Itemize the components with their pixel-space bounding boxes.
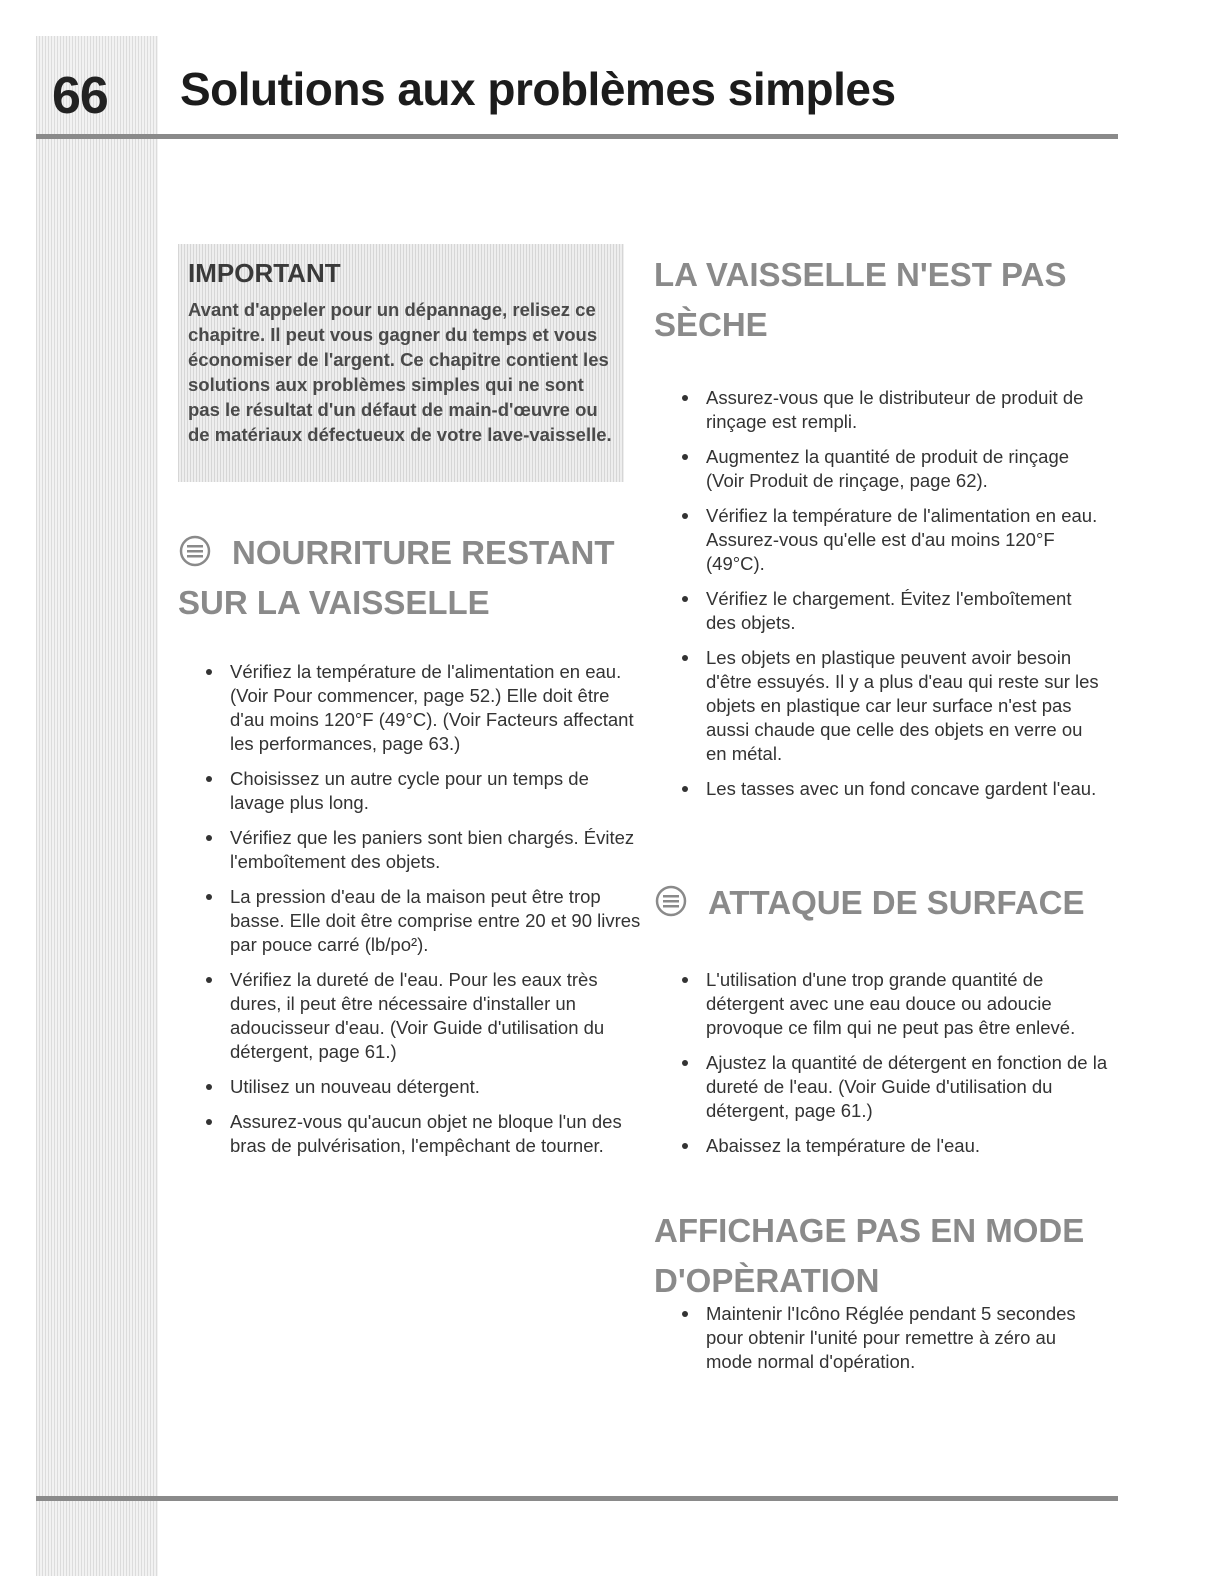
page-number: 66 — [52, 67, 108, 125]
dishwasher-tip-icon — [654, 884, 688, 918]
etching-heading: ATTAQUE DE SURFACE — [654, 878, 1114, 928]
food-residue-list — [178, 660, 648, 1169]
list-item: L'utilisation d'une trop grande quantité de détergent avec une eau douce ou adoucie provoque ce film qui ne peut pas être enlevé. — [654, 968, 1114, 1040]
dishwasher-tip-icon — [178, 534, 212, 568]
display-mode-heading-line2: D'OPÈRATION — [654, 1262, 880, 1299]
important-title: IMPORTANT — [188, 258, 341, 288]
etching-list — [654, 968, 1114, 1169]
important-notice — [178, 244, 624, 482]
list-item: Vérifiez la température de l'alimentation en eau. Assurez-vous qu'elle est d'au moins 120°F (49°C). — [654, 504, 1104, 576]
side-strip — [36, 36, 158, 1576]
list-item: Ajustez la quantité de détergent en fonction de la dureté de l'eau. (Voir Guide d'utilisation du détergent, page 61.) — [654, 1051, 1114, 1123]
list-item: Vérifiez que les paniers sont bien chargés. Évitez l'emboîtement des objets. — [178, 826, 648, 874]
not-dry-heading-line1: LA VAISSELLE N'EST PAS — [654, 256, 1067, 293]
display-mode-list — [654, 1302, 1104, 1385]
list-item: Les objets en plastique peuvent avoir besoin d'être essuyés. Il y a plus d'eau qui reste sur les objets en plastique car leur surface n'est pas aussi chaude que celle des objets en verre ou en métal. — [654, 646, 1104, 766]
food-residue-heading-line1: NOURRITURE RESTANT — [178, 528, 638, 578]
display-mode-heading-line1: AFFICHAGE PAS EN MODE — [654, 1212, 1085, 1249]
list-item: Les tasses avec un fond concave gardent l'eau. — [654, 777, 1104, 801]
list-item: Assurez-vous que le distributeur de produit de rinçage est rempli. — [654, 386, 1104, 434]
food-residue-heading-line2: SUR LA VAISSELLE — [178, 584, 490, 621]
bottom-rule — [36, 1496, 1118, 1501]
list-item: Utilisez un nouveau détergent. — [178, 1075, 648, 1099]
list-item: Augmentez la quantité de produit de rinçage (Voir Produit de rinçage, page 62). — [654, 445, 1104, 493]
important-text: Avant d'appeler pour un dépannage, relisez ce chapitre. Il peut vous gagner du temps et vous économiser de l'argent. Ce chapitre contient les solutions aux problèmes simples qui ne sont pas le résultat d'un défaut de main-d'œuvre ou de matériaux défectueux de votre lave-vaisselle. — [188, 299, 612, 445]
not-dry-heading — [654, 250, 1114, 350]
not-dry-heading-line2: SÈCHE — [654, 306, 768, 343]
list-item: Maintenir l'Icôno Réglée pendant 5 secondes pour obtenir l'unité pour remettre à zéro au mode normal d'opération. — [654, 1302, 1104, 1374]
list-item: Vérifiez la dureté de l'eau. Pour les eaux très dures, il peut être nécessaire d'installer un adoucisseur d'eau. (Voir Guide d'utilisation du détergent, page 61.) — [178, 968, 648, 1064]
list-item: Vérifiez la température de l'alimentation en eau. (Voir Pour commencer, page 52.) Elle doit être d'au moins 120°F (49°C). (Voir Facteurs affectant les performances, page 63.) — [178, 660, 648, 756]
top-rule — [36, 134, 1118, 139]
list-item: Choisissez un autre cycle pour un temps de lavage plus long. — [178, 767, 648, 815]
food-residue-heading — [178, 528, 638, 628]
list-item: Vérifiez le chargement. Évitez l'emboîtement des objets. — [654, 587, 1104, 635]
display-mode-heading — [654, 1206, 1114, 1306]
page-title: Solutions aux problèmes simples — [180, 63, 896, 115]
list-item: Assurez-vous qu'aucun objet ne bloque l'un des bras de pulvérisation, l'empêchant de tourner. — [178, 1110, 648, 1158]
list-item: La pression d'eau de la maison peut être trop basse. Elle doit être comprise entre 20 et 90 livres par pouce carré (lb/po²). — [178, 885, 648, 957]
not-dry-list — [654, 386, 1104, 812]
list-item: Abaissez la température de l'eau. — [654, 1134, 1114, 1158]
